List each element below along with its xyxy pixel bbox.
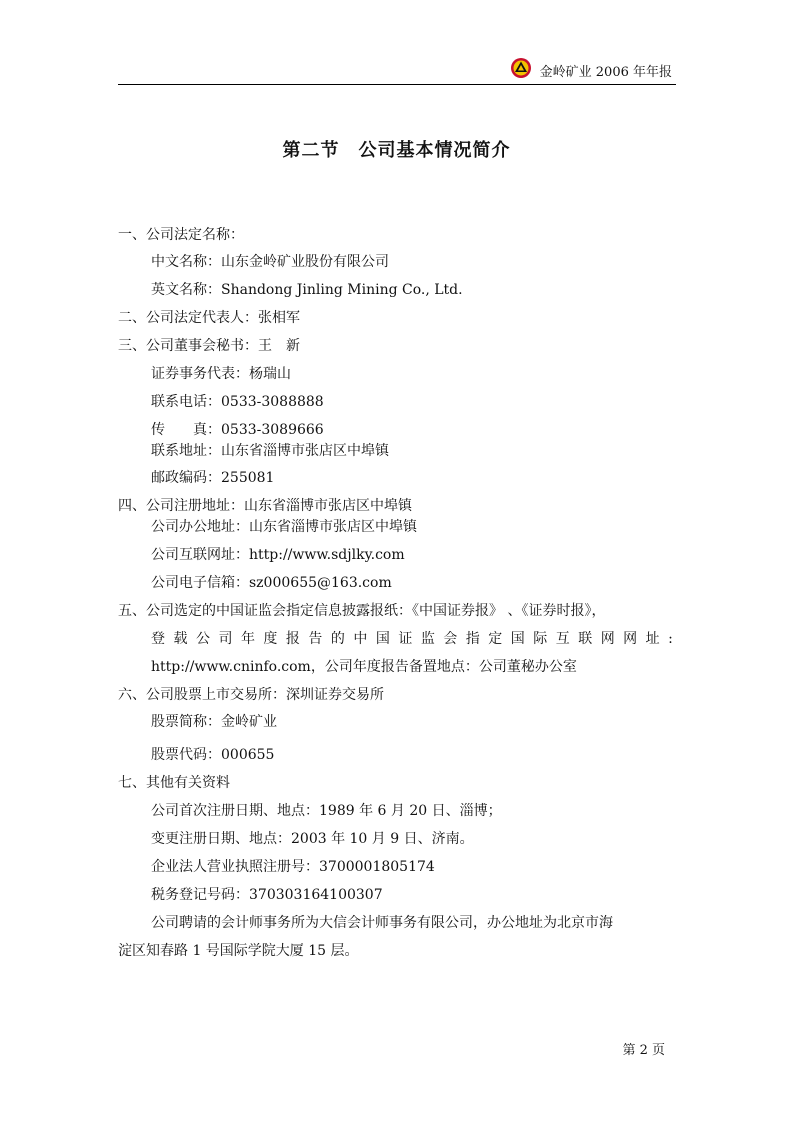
justified-glyph: 址 — [645, 631, 660, 647]
justified-glyph: 司 — [218, 631, 233, 647]
item-legal-representative: 二、公司法定代表人：张相军 — [118, 310, 300, 326]
item-english-name: 英文名称：Shandong Jinling Mining Co., Ltd. — [151, 282, 463, 298]
item-phone: 联系电话：0533-3088888 — [151, 394, 324, 410]
item-stock-name: 股票简称：金岭矿业 — [151, 714, 277, 730]
justified-glyph: 网 — [623, 631, 638, 647]
item-disclosure-website-label — [151, 630, 673, 648]
justified-glyph: 联 — [578, 631, 593, 647]
item-stock-exchange: 六、公司股票上市交易所：深圳证券交易所 — [118, 687, 384, 703]
header-divider — [118, 84, 676, 85]
justified-glyph: 国 — [375, 631, 390, 647]
section-title: 第二节 公司基本情况简介 — [282, 140, 511, 161]
item-board-secretary: 三、公司董事会秘书：王 新 — [118, 338, 300, 354]
item-other-info: 七、其他有关资料 — [118, 775, 230, 791]
justified-glyph: 际 — [533, 631, 548, 647]
item-disclosure-newspapers: 五、公司选定的中国证监会指定信息披露报纸：《中国证券报》 、《证券时报》， — [118, 603, 606, 619]
item-postal-code: 邮政编码：255081 — [151, 470, 275, 486]
justified-glyph: 定 — [488, 631, 503, 647]
item-email: 公司电子信箱：sz000655@163.com — [151, 575, 392, 591]
item-disclosure-website-url: http://www.cninfo.com，公司年度报告备置地点：公司董秘办公室 — [151, 659, 577, 675]
item-change-registration: 变更注册日期、地点：2003 年 10 月 9 日、济南。 — [151, 831, 474, 847]
justified-glyph: 年 — [240, 631, 255, 647]
header-title: 金岭矿业 2006 年年报 — [539, 65, 672, 80]
justified-glyph: 载 — [173, 631, 188, 647]
justified-glyph: 会 — [443, 631, 458, 647]
justified-glyph: 国 — [510, 631, 525, 647]
item-chinese-name: 中文名称：山东金岭矿业股份有限公司 — [151, 254, 389, 270]
justified-glyph: 报 — [285, 631, 300, 647]
item-legal-name: 一、公司法定名称： — [118, 227, 244, 243]
item-stock-code: 股票代码：000655 — [151, 747, 275, 763]
justified-glyph: 互 — [555, 631, 570, 647]
item-contact-address: 联系地址：山东省淄博市张店区中埠镇 — [151, 443, 389, 459]
justified-glyph: : — [668, 631, 673, 647]
item-first-registration: 公司首次注册日期、地点：1989 年 6 月 20 日、淄博； — [151, 803, 502, 819]
justified-glyph: 告 — [308, 631, 323, 647]
item-auditor-line1: 公司聘请的会计师事务所为大信会计师事务有限公司，办公地址为北京市海 — [151, 915, 613, 931]
justified-glyph: 证 — [398, 631, 413, 647]
justified-glyph: 监 — [420, 631, 435, 647]
item-tax-registration: 税务登记号码：370303164100307 — [151, 887, 383, 903]
item-fax: 传 真：0533-3089666 — [151, 422, 324, 438]
justified-glyph: 中 — [353, 631, 368, 647]
justified-glyph: 指 — [465, 631, 480, 647]
justified-glyph: 登 — [151, 631, 165, 647]
justified-glyph: 度 — [263, 631, 278, 647]
item-registered-address: 四、公司注册地址：山东省淄博市张店区中埠镇 — [118, 498, 412, 514]
item-office-address: 公司办公地址：山东省淄博市张店区中埠镇 — [151, 519, 417, 535]
justified-glyph: 的 — [330, 631, 345, 647]
company-logo-icon — [510, 57, 532, 79]
page-number: 第 2 页 — [622, 1043, 665, 1058]
page-header — [118, 52, 676, 86]
justified-glyph: 网 — [600, 631, 615, 647]
item-securities-rep: 证券事务代表：杨瑞山 — [151, 366, 291, 382]
item-website: 公司互联网址：http://www.sdjlky.com — [151, 547, 405, 563]
item-auditor-line2: 淀区知春路 1 号国际学院大厦 15 层。 — [118, 943, 359, 959]
justified-glyph: 公 — [195, 631, 210, 647]
item-business-license: 企业法人营业执照注册号：3700001805174 — [151, 859, 435, 875]
